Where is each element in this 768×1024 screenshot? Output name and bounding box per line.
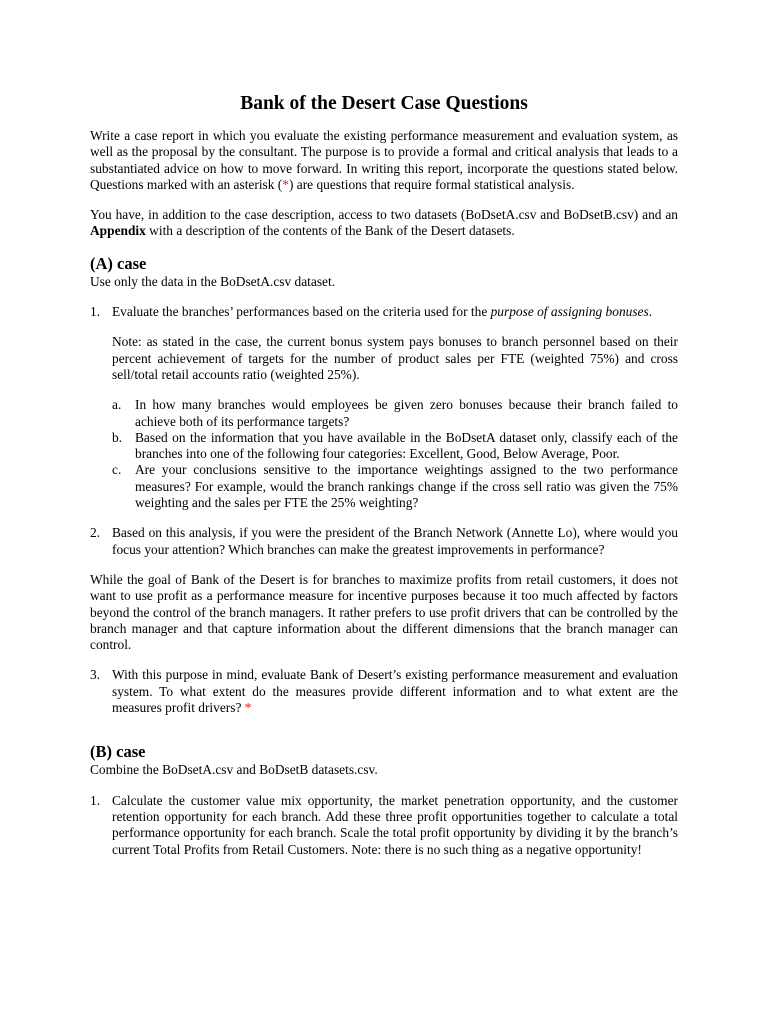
section-a-question-3 <box>90 667 678 716</box>
intro-text-post: ) are questions that require formal statistical analysis. <box>288 176 575 192</box>
question-number: 1. <box>90 304 101 320</box>
question-text: Calculate the customer value mix opportunity, the market penetration opportunity, and the customer retention opportunity for each branch. Add these three profit opportunities together to calculate a total performance opportunity for each branch. Scale the total profit opportunity by dividing it by the branch’s current Total Profits from Retail Customers. Note: there is no such thing as a negative opportunity! <box>112 792 678 857</box>
sub-question-item <box>112 462 678 511</box>
section-b-heading: (B) case <box>90 742 146 762</box>
asterisk-marker: * <box>282 176 289 192</box>
asterisk-marker: * <box>244 700 252 716</box>
sub-question-item <box>112 397 678 430</box>
sub-question-text: In how many branches would employees be given zero bonuses because their branch failed to achieve both of its performance targets? <box>135 397 678 429</box>
sub-question-list <box>112 397 678 511</box>
sub-question-text: Based on the information that you have available in the BoDsetA dataset only, classify each of the branches into one of the following four categories: Excellent, Good, Below Average, Poor. <box>135 429 678 462</box>
question-item <box>90 793 678 858</box>
question-text <box>112 667 678 716</box>
document-title: Bank of the Desert Case Questions <box>240 93 528 114</box>
question-text-pre: With this purpose in mind, evaluate Bank of Desert’s existing performance measurement and evaluation system. To what extent do the measures provide different information and to what extent are the measures profit drivers? <box>112 667 678 716</box>
question-item <box>90 525 678 558</box>
sub-question-letter: b. <box>112 429 123 445</box>
question-text: Based on this analysis, if you were the president of the Branch Network (Annette Lo), where would you focus your attention? Which branches can make the greatest improvements in performance? <box>112 525 678 557</box>
section-a-heading: (A) case <box>90 253 147 273</box>
sub-question-text: Are your conclusions sensitive to the importance weightings assigned to the two performance measures? For example, would the branch rankings change if the cross sell ratio was given the 75% weighting and the sales per FTE the 25% weighting? <box>135 462 678 511</box>
sub-question-letter: a. <box>112 397 122 413</box>
question-item <box>90 667 678 716</box>
section-a-question-1 <box>90 304 678 511</box>
intro2-text-pre: You have, in addition to the case description, access to two datasets (BoDsetA.csv and BoDsetB.csv) and an <box>90 207 678 223</box>
section-b-question-1 <box>90 793 678 858</box>
note-paragraph: Note: as stated in the case, the current bonus system pays bonuses to branch personnel based on their percent achievement of targets for the number of product sales per FTE (weighted 75%) and cross sell/total retail accounts ratio (weighted 25%). <box>112 334 678 382</box>
section-b-subtitle: Combine the BoDsetA.csv and BoDsetB datasets.csv. <box>90 762 378 778</box>
section-a-question-2 <box>90 525 678 558</box>
question-text-post: . <box>648 304 653 320</box>
sub-question-letter: c. <box>112 462 122 478</box>
intro-paragraph-1 <box>90 128 678 193</box>
question-number: 2. <box>90 525 101 541</box>
question-emphasis: purpose of assigning bonuses <box>490 304 649 320</box>
section-a-subtitle: Use only the data in the BoDsetA.csv dataset. <box>90 273 336 289</box>
profit-driver-paragraph: While the goal of Bank of the Desert is for branches to maximize profits from retail customers, it does not want to use profit as a performance measure for incentive purposes because it too much affected by factors beyond the control of the branch managers. It rather prefers to use profit drivers that can be controlled by the branch manager and that capture information about the different dimensions that the branch manager can control. <box>90 571 678 653</box>
intro-text-pre: Write a case report in which you evaluate the existing performance measurement and evaluation system, as well as the proposal by the consultant. The purpose is to provide a formal and critical analysis that leads to a substantiated advice on how to move forward. In writing this report, incorporate the questions stated below. Questions marked with an asterisk ( <box>90 128 678 192</box>
sub-question-item <box>112 430 678 463</box>
question-text-pre: Evaluate the branches’ performances based on the criteria used for the <box>112 304 491 320</box>
question-text <box>112 304 678 320</box>
intro-paragraph-2 <box>90 207 678 240</box>
intro2-text-post: with a description of the contents of the Bank of the Desert datasets. <box>145 223 515 239</box>
appendix-label: Appendix <box>90 223 146 239</box>
question-item <box>90 304 678 320</box>
question-number: 1. <box>90 792 101 808</box>
question-number: 3. <box>90 667 101 683</box>
